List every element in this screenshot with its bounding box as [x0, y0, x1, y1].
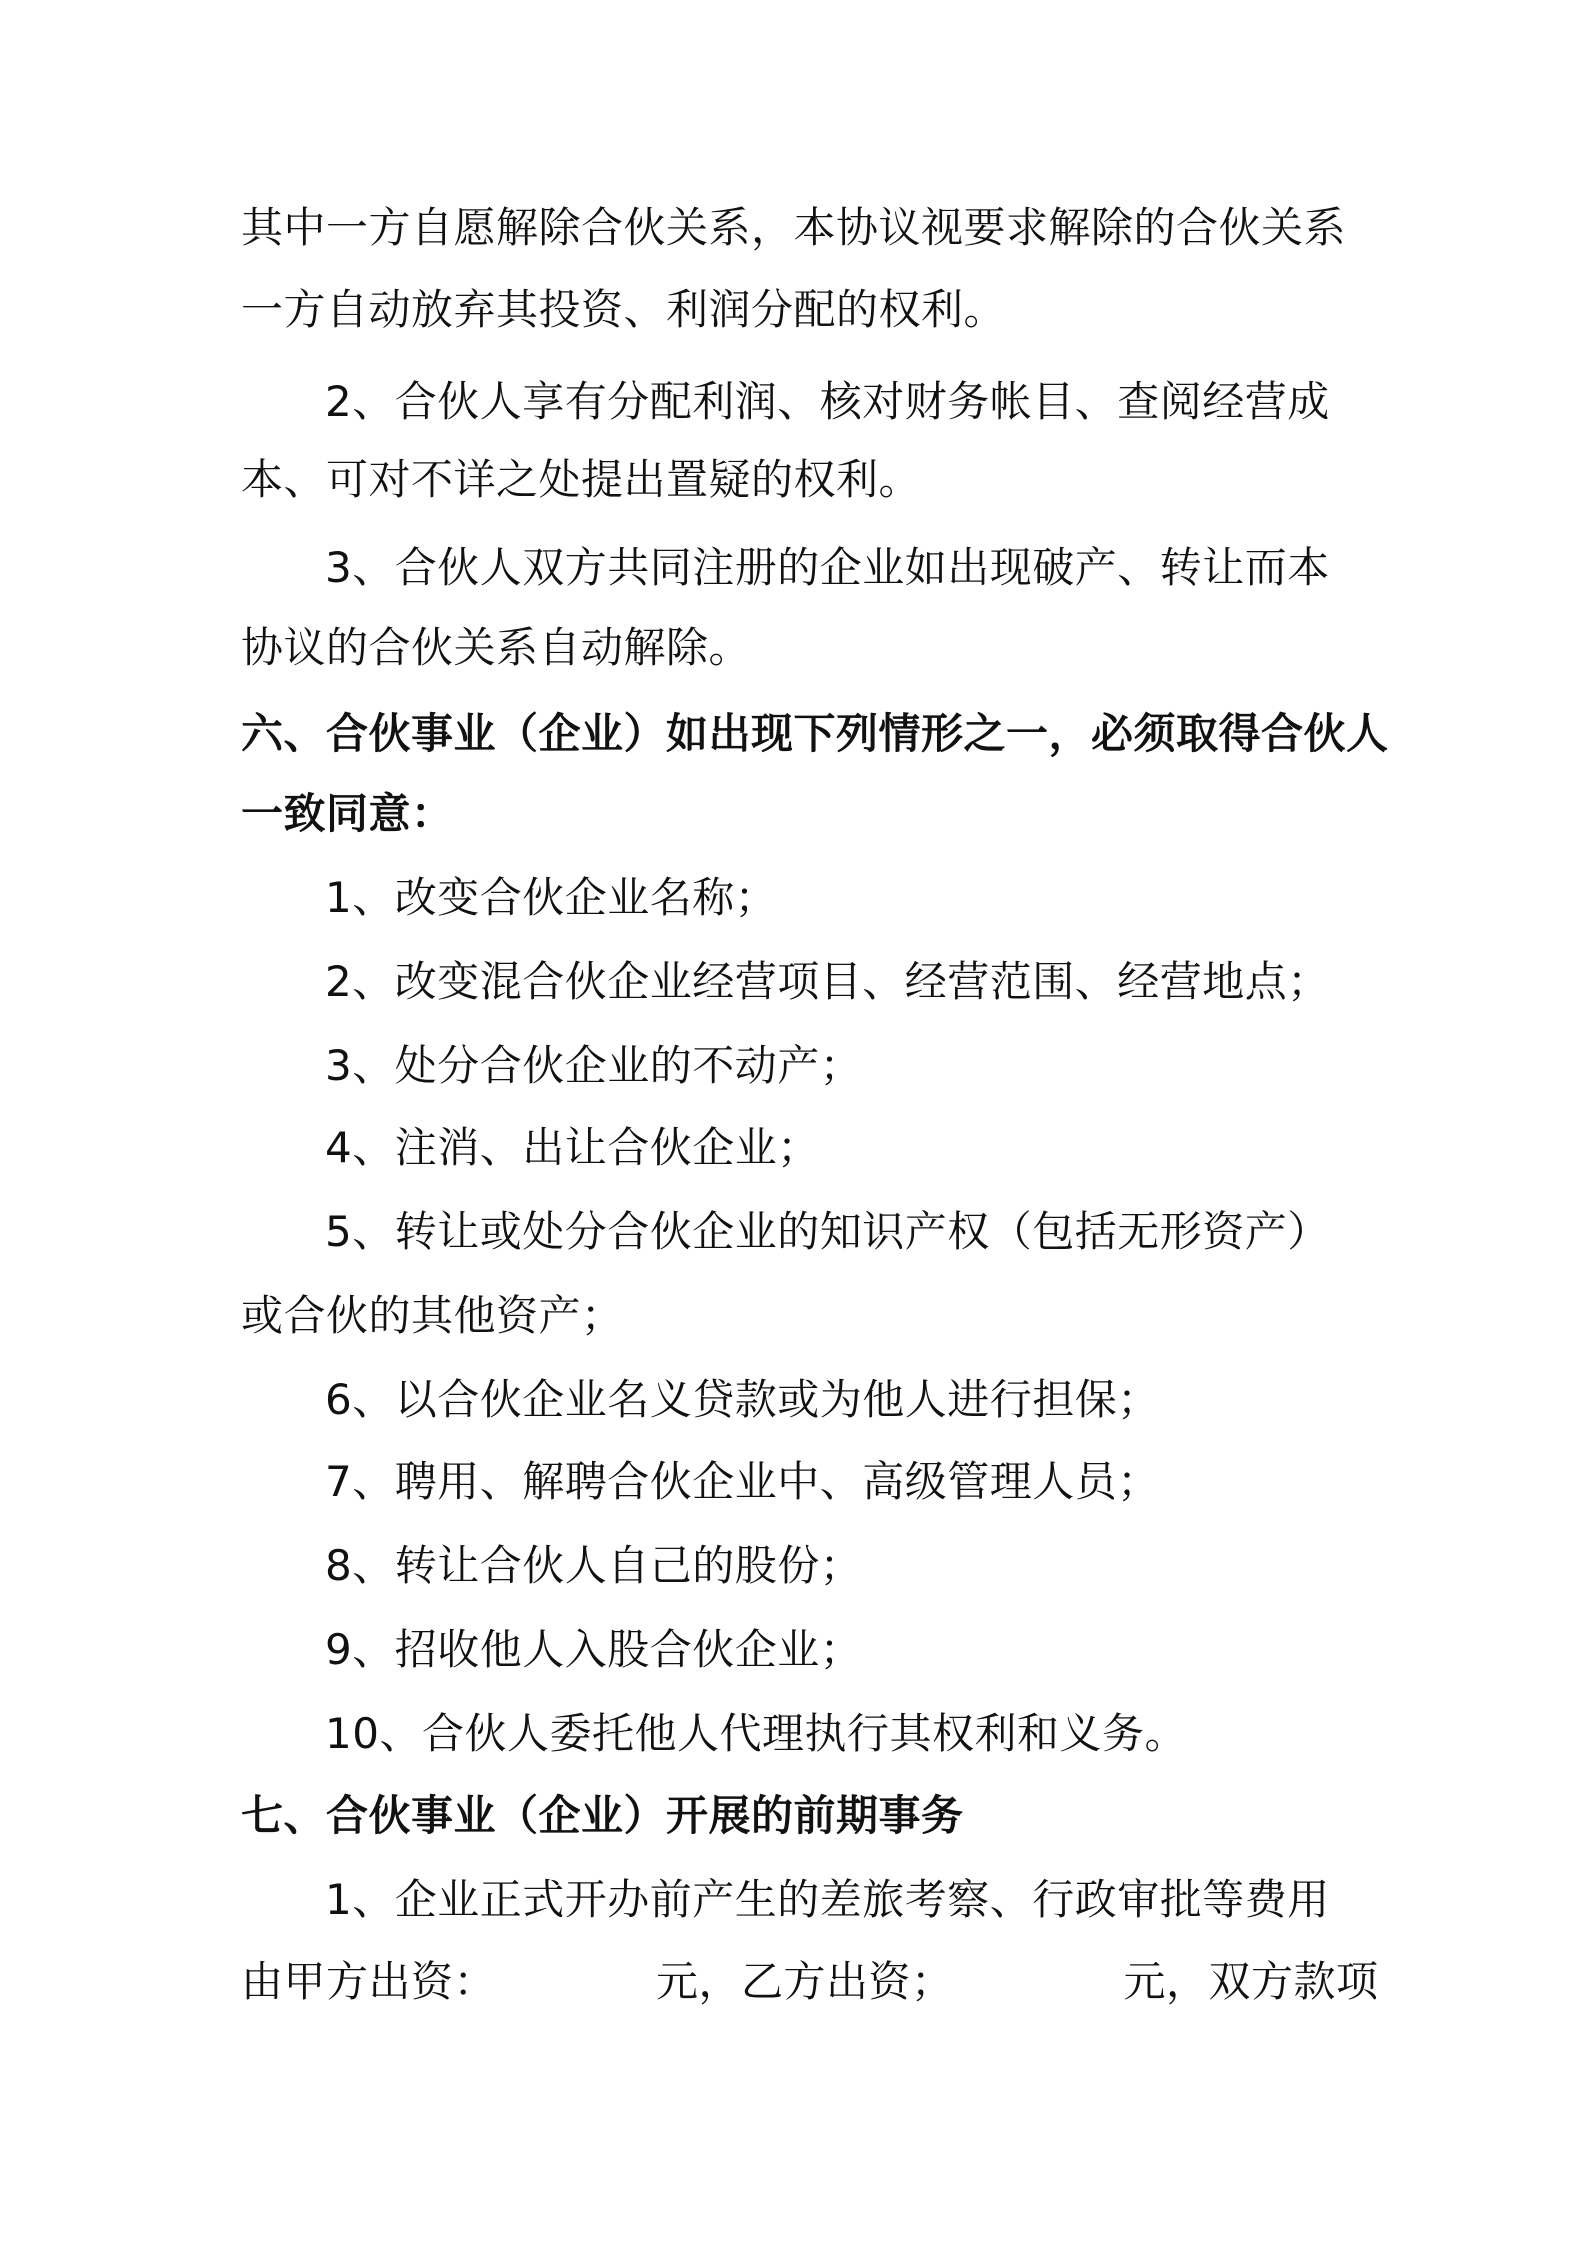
list-item-4: 4、注消、出让合伙企业；: [325, 1123, 820, 1172]
list-item-right-2: 2、合伙人享有分配利润、核对财务帐目、查阅经营成: [325, 377, 1330, 426]
list-item-1: 1、改变合伙企业名称；: [325, 873, 778, 922]
paragraph-line: 或合伙的其他资产；: [241, 1291, 624, 1340]
section-heading-6: 六、合伙事业（企业）如出现下列情形之一，必须取得合伙人: [241, 709, 1389, 758]
list-item-10: 10、合伙人委托他人代理执行其权利和义务。: [325, 1709, 1187, 1758]
list-item-8: 8、转让合伙人自己的股份；: [325, 1541, 863, 1590]
payment-part-3: 元，双方款项: [1123, 1957, 1379, 2006]
list-item-right-3: 3、合伙人双方共同注册的企业如出现破产、转让而本: [325, 543, 1330, 592]
payment-part-1: 由甲方出资：: [241, 1957, 497, 2006]
section-heading-6-cont: 一致同意：: [241, 789, 454, 838]
paragraph-line: 一方自动放弃其投资、利润分配的权利。: [241, 285, 1007, 334]
section-heading-7: 七、合伙事业（企业）开展的前期事务: [241, 1791, 964, 1840]
list-item-5: 5、转让或处分合伙企业的知识产权（包括无形资产）: [325, 1207, 1330, 1256]
list-item-3: 3、处分合伙企业的不动产；: [325, 1041, 863, 1090]
paragraph-line: 其中一方自愿解除合伙关系，本协议视要求解除的合伙关系: [241, 203, 1347, 252]
paragraph-line: 协议的合伙关系自动解除。: [241, 623, 752, 672]
paragraph-line: 本、可对不详之处提出置疑的权利。: [241, 455, 922, 504]
list-item-7-1: 1、企业正式开办前产生的差旅考察、行政审批等费用: [325, 1875, 1330, 1924]
payment-part-2: 元，乙方出资；: [656, 1957, 954, 2006]
list-item-7: 7、聘用、解聘合伙企业中、高级管理人员；: [325, 1457, 1160, 1506]
list-item-9: 9、招收他人入股合伙企业；: [325, 1625, 863, 1674]
payment-line: [241, 1956, 1379, 2008]
list-item-2: 2、改变混合伙企业经营项目、经营范围、经营地点；: [325, 957, 1330, 1006]
list-item-6: 6、以合伙企业名义贷款或为他人进行担保；: [325, 1375, 1160, 1424]
